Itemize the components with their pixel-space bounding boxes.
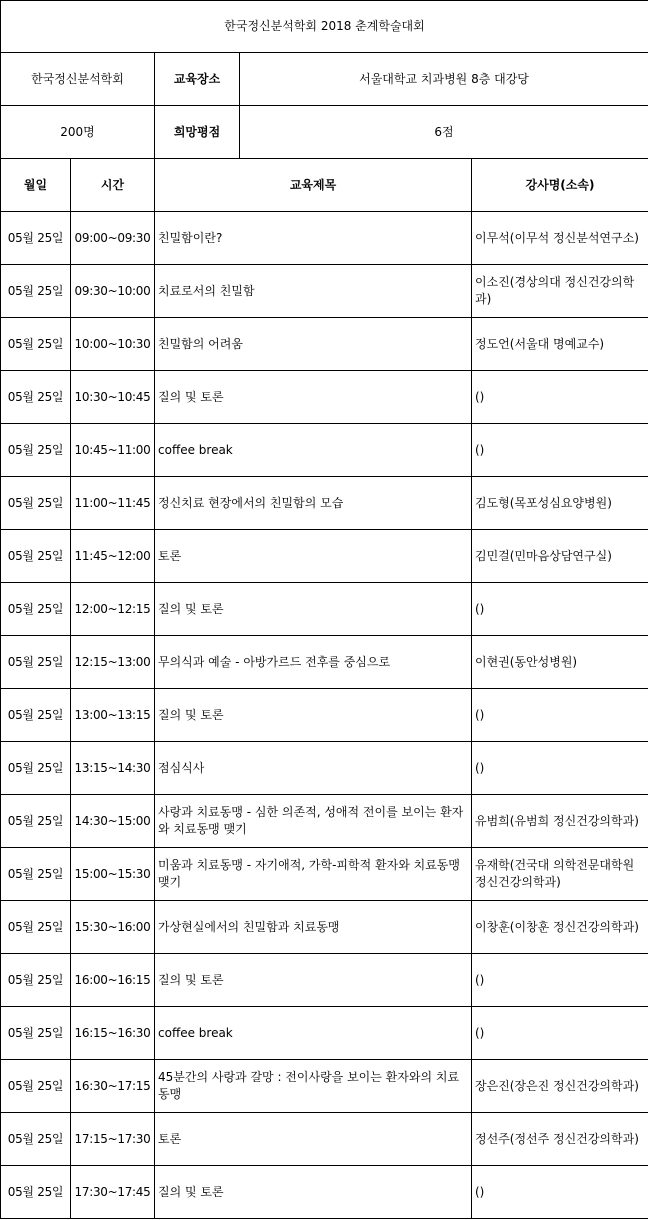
table-row [1, 1166, 648, 1219]
session-date: 05월 25일 [1, 1060, 71, 1113]
session-date: 05월 25일 [1, 212, 71, 265]
table-row [1, 477, 648, 530]
session-date: 05월 25일 [1, 848, 71, 901]
session-time: 12:00~12:15 [71, 583, 155, 636]
session-date: 05월 25일 [1, 795, 71, 848]
session-lecturer: () [472, 583, 648, 636]
session-title: 사랑과 치료동맹 - 심한 의존적, 성애적 전이를 보이는 환자와 치료동맹 맺기 [155, 795, 472, 848]
session-date: 05월 25일 [1, 636, 71, 689]
organizer: 한국정신분석학회 [1, 53, 155, 106]
session-date: 05월 25일 [1, 1007, 71, 1060]
column-header-time: 시간 [71, 159, 155, 212]
session-date: 05월 25일 [1, 265, 71, 318]
session-title: 토론 [155, 530, 472, 583]
session-lecturer: () [472, 1007, 648, 1060]
session-lecturer: () [472, 689, 648, 742]
session-title: 가상현실에서의 친밀함과 치료동맹 [155, 901, 472, 954]
column-header-title: 교육제목 [155, 159, 472, 212]
session-time: 09:30~10:00 [71, 265, 155, 318]
schedule-header-row [1, 159, 648, 212]
session-title: coffee break [155, 424, 472, 477]
event-info-table [0, 0, 648, 159]
table-row [1, 742, 648, 795]
session-time: 15:30~16:00 [71, 901, 155, 954]
table-row [1, 795, 648, 848]
session-date: 05월 25일 [1, 901, 71, 954]
session-lecturer: 유범희(유범희 정신건강의학과) [472, 795, 648, 848]
venue: 서울대학교 치과병원 8층 대강당 [240, 53, 648, 106]
session-time: 09:00~09:30 [71, 212, 155, 265]
venue-label: 교육장소 [155, 53, 240, 106]
session-title: 질의 및 토론 [155, 583, 472, 636]
session-title: 친밀함이란? [155, 212, 472, 265]
session-title: 질의 및 토론 [155, 371, 472, 424]
session-date: 05월 25일 [1, 583, 71, 636]
session-date: 05월 25일 [1, 1113, 71, 1166]
session-title: 토론 [155, 1113, 472, 1166]
session-time: 15:00~15:30 [71, 848, 155, 901]
session-lecturer: 정선주(정선주 정신건강의학과) [472, 1113, 648, 1166]
session-date: 05월 25일 [1, 424, 71, 477]
session-lecturer: 유재학(건국대 의학전문대학원 정신건강의학과) [472, 848, 648, 901]
table-row [1, 1007, 648, 1060]
session-title: 치료로서의 친밀함 [155, 265, 472, 318]
session-time: 10:45~11:00 [71, 424, 155, 477]
session-lecturer: () [472, 954, 648, 1007]
table-row [1, 318, 648, 371]
session-title: 45분간의 사랑과 갈망 : 전이사랑을 보이는 환자와의 치료동맹 [155, 1060, 472, 1113]
table-row [1, 848, 648, 901]
table-row [1, 1113, 648, 1166]
session-title: 미움과 치료동맹 - 자기애적, 가학-피학적 환자와 치료동맹 맺기 [155, 848, 472, 901]
table-row [1, 583, 648, 636]
session-lecturer: 이현권(동안성병원) [472, 636, 648, 689]
table-row [1, 901, 648, 954]
session-title: 점심식사 [155, 742, 472, 795]
table-row [1, 424, 648, 477]
session-time: 14:30~15:00 [71, 795, 155, 848]
table-row [1, 689, 648, 742]
table-row [1, 1060, 648, 1113]
session-time: 16:15~16:30 [71, 1007, 155, 1060]
schedule-table [0, 158, 648, 1219]
session-time: 11:45~12:00 [71, 530, 155, 583]
session-time: 10:00~10:30 [71, 318, 155, 371]
table-row [1, 265, 648, 318]
table-row [1, 530, 648, 583]
column-header-date: 월일 [1, 159, 71, 212]
session-time: 13:15~14:30 [71, 742, 155, 795]
session-date: 05월 25일 [1, 477, 71, 530]
session-lecturer: 장은진(장은진 정신건강의학과) [472, 1060, 648, 1113]
session-title: 질의 및 토론 [155, 1166, 472, 1219]
session-title: 친밀함의 어려움 [155, 318, 472, 371]
session-date: 05월 25일 [1, 318, 71, 371]
table-row [1, 371, 648, 424]
session-time: 13:00~13:15 [71, 689, 155, 742]
session-time: 16:00~16:15 [71, 954, 155, 1007]
session-title: 정신치료 현장에서의 친밀함의 모습 [155, 477, 472, 530]
points-label: 희망평점 [155, 106, 240, 159]
capacity: 200명 [1, 106, 155, 159]
session-lecturer: 정도언(서울대 명예교수) [472, 318, 648, 371]
event-title: 한국정신분석학회 2018 춘계학술대회 [1, 1, 648, 53]
session-time: 16:30~17:15 [71, 1060, 155, 1113]
session-lecturer: 김도형(목포성심요양병원) [472, 477, 648, 530]
session-date: 05월 25일 [1, 371, 71, 424]
session-title: 무의식과 예술 - 아방가르드 전후를 중심으로 [155, 636, 472, 689]
session-date: 05월 25일 [1, 1166, 71, 1219]
table-row [1, 954, 648, 1007]
session-date: 05월 25일 [1, 742, 71, 795]
session-lecturer: () [472, 1166, 648, 1219]
session-lecturer: 김민걸(민마음상담연구실) [472, 530, 648, 583]
session-date: 05월 25일 [1, 954, 71, 1007]
session-date: 05월 25일 [1, 530, 71, 583]
points: 6점 [240, 106, 648, 159]
session-time: 17:30~17:45 [71, 1166, 155, 1219]
session-lecturer: 이무석(이무석 정신분석연구소) [472, 212, 648, 265]
session-date: 05월 25일 [1, 689, 71, 742]
session-lecturer: () [472, 424, 648, 477]
session-title: coffee break [155, 1007, 472, 1060]
session-time: 12:15~13:00 [71, 636, 155, 689]
session-time: 10:30~10:45 [71, 371, 155, 424]
session-lecturer: 이창훈(이창훈 정신건강의학과) [472, 901, 648, 954]
session-time: 11:00~11:45 [71, 477, 155, 530]
session-lecturer: 이소진(경상의대 정신건강의학과) [472, 265, 648, 318]
session-lecturer: () [472, 371, 648, 424]
session-title: 질의 및 토론 [155, 689, 472, 742]
session-title: 질의 및 토론 [155, 954, 472, 1007]
session-time: 17:15~17:30 [71, 1113, 155, 1166]
table-row [1, 636, 648, 689]
session-lecturer: () [472, 742, 648, 795]
table-row [1, 212, 648, 265]
column-header-lecturer: 강사명(소속) [472, 159, 648, 212]
